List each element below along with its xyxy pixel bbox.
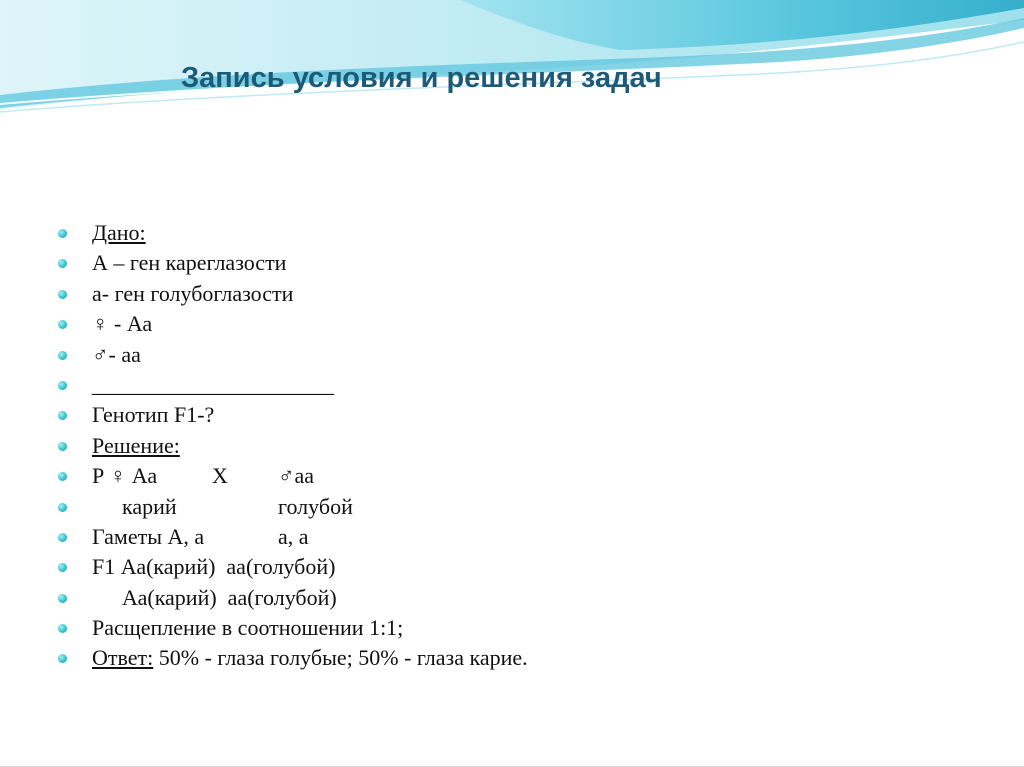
divider-line: ______________________ (92, 371, 334, 397)
list-item (58, 340, 958, 370)
given-label: Дано: (92, 220, 146, 245)
list-item (58, 370, 958, 400)
gene-recessive: а- ген голубоглазости (92, 280, 294, 306)
content-list (58, 218, 958, 674)
bullet-dot-icon (58, 381, 67, 390)
cross-symbol: Х (212, 463, 228, 489)
bullet-dot-icon (58, 563, 67, 572)
solution-label: Решение: (92, 432, 180, 458)
list-item (58, 552, 958, 582)
list-item (58, 522, 958, 552)
list-item (58, 643, 958, 673)
list-item (58, 400, 958, 430)
list-item (58, 218, 958, 248)
list-item (58, 461, 958, 491)
female-genotype: ♀ - Аа (92, 311, 153, 337)
list-item (58, 613, 958, 643)
phenotype-brown: карий (122, 493, 177, 519)
list-item (58, 583, 958, 613)
gene-dominant: А – ген кареглазости (92, 250, 287, 276)
segregation-line: Расщепление в соотношении 1:1; (92, 615, 404, 641)
phenotype-blue: голубой (278, 493, 353, 519)
bullet-dot-icon (58, 503, 67, 512)
bullet-dot-icon (58, 351, 67, 360)
parents-female: Р ♀ Аа (92, 463, 158, 489)
bullet-dot-icon (58, 320, 67, 329)
answer-label: Ответ: (92, 645, 154, 671)
bullet-dot-icon (58, 472, 67, 481)
parents-male: ♂аа (278, 463, 315, 489)
gametes-female: Гаметы А, а (92, 523, 205, 549)
bullet-dot-icon (58, 533, 67, 542)
f1-line-1: F1 Аа(карий) аа(голубой) (92, 554, 336, 580)
bullet-dot-icon (58, 290, 67, 299)
slide-title: Запись условия и решения задач (181, 62, 662, 94)
male-genotype: ♂- аа (92, 341, 141, 367)
bullet-dot-icon (58, 624, 67, 633)
list-item (58, 431, 958, 461)
list-item (58, 279, 958, 309)
list-item (58, 492, 958, 522)
bullet-dot-icon (58, 442, 67, 451)
answer-text: 50% - глаза голубые; 50% - глаза карие. (153, 645, 528, 671)
bullet-dot-icon (58, 259, 67, 268)
bullet-dot-icon (58, 229, 67, 238)
question-line: Генотип F1-? (92, 402, 215, 428)
bullet-dot-icon (58, 411, 67, 420)
list-item (58, 309, 958, 339)
list-item (58, 248, 958, 278)
bullet-dot-icon (58, 654, 67, 663)
gametes-male: а, а (278, 523, 309, 549)
bullet-dot-icon (58, 594, 67, 603)
f1-line-2: Аа(карий) аа(голубой) (122, 584, 337, 610)
